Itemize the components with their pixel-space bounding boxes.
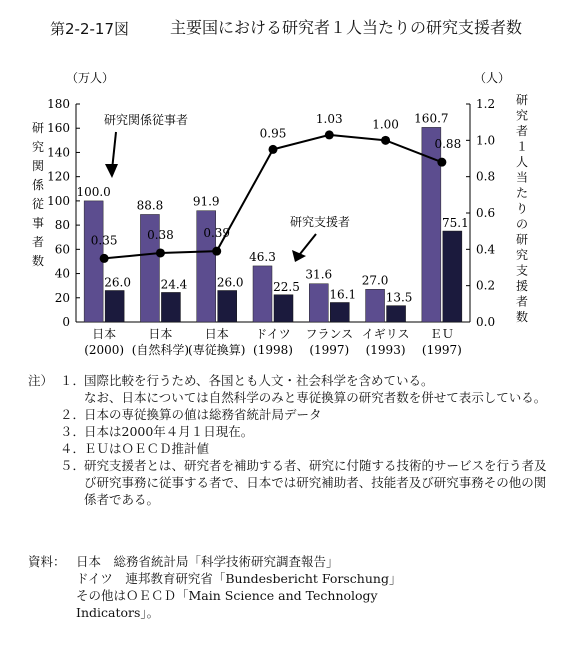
bar-support (443, 231, 462, 322)
right-axis-title-char: の (515, 217, 529, 231)
source-line: ドイツ 連邦教育研究省「Bundesbericht Forschung」 (76, 571, 402, 586)
right-axis-title-char: 当 (515, 170, 529, 185)
bar-researchers-label: 27.0 (361, 273, 389, 288)
right-axis-title-char: 援 (515, 279, 529, 293)
category-sublabel: (2000) (84, 343, 125, 357)
category-label: 日本 (204, 327, 229, 341)
category-label: 日本 (148, 327, 173, 341)
note-text: 日本は2000年４月１日現在。 (84, 424, 254, 439)
note-number: ２． (60, 407, 86, 422)
bar-support (330, 303, 349, 322)
right-axis-title-char: 者 (515, 294, 529, 309)
note-text: 国際比較を行うため、各国とも人文・社会科学を含めている。 なお、日本については自然科学のみと専従換算の研究者数を併せて表示している。 (84, 373, 547, 405)
left-axis-title-char: 研 (31, 121, 45, 135)
right-axis-tick-label: 0.8 (476, 169, 496, 184)
ratio-label: 0.35 (90, 233, 118, 248)
right-axis-title (516, 93, 528, 324)
left-axis-title-char: 従 (31, 197, 45, 211)
ratio-label: 1.00 (372, 117, 399, 132)
left-axis-title-char: 者 (31, 235, 45, 249)
left-axis-tick-label: 20 (54, 290, 70, 305)
bar-researchers-label: 31.6 (305, 267, 333, 282)
bar-support-label: 16.1 (329, 287, 357, 302)
left-axis-title-char: 事 (31, 216, 45, 230)
bar-researchers-label: 160.7 (414, 111, 449, 126)
ratio-point (100, 254, 109, 263)
bar-researchers (309, 284, 328, 322)
note-text: 研究支援者とは、研究者を補助する者、研究に付随する技術的サービスを行う者及び研究事務に従事する者で、日本では研究補助者、技能者及び研究事務その他の関係者である。 (84, 458, 547, 507)
note-text: 日本の専従換算の値は総務省統計局データ (84, 407, 322, 422)
right-axis-title-char: 支 (515, 263, 529, 278)
figure-title: 主要国における研究者１人当たりの研究支援者数 (170, 18, 523, 37)
ratio-point (437, 158, 446, 167)
right-axis-title-char: 究 (515, 108, 529, 123)
note-item (28, 406, 558, 423)
bar-support-label: 22.5 (273, 279, 300, 294)
annotation-support: 研究支援者 (290, 215, 351, 229)
note-text: ＥＵはＯＥＣＤ推計値 (84, 441, 210, 456)
category-sublabel: (1997) (309, 343, 350, 357)
ratio-label: 1.03 (315, 111, 343, 126)
category-label: ＥＵ (429, 327, 454, 341)
left-axis-tick-label: 100 (47, 193, 70, 208)
right-axis-title-char: 究 (515, 248, 529, 262)
annotation-researchers: 研究関係従事者 (104, 113, 189, 127)
left-axis-tick-label: 80 (54, 218, 70, 233)
right-axis-title-char: １ (515, 139, 529, 154)
right-axis-unit: （人） (474, 71, 511, 85)
note-item (28, 372, 558, 406)
bar-support-label: 13.5 (385, 290, 413, 305)
bar-support (387, 306, 406, 322)
left-axis-tick-label: 140 (47, 145, 70, 160)
category-sublabel: (1997) (421, 343, 462, 357)
left-axis-title-char: 係 (31, 178, 45, 192)
bar-researchers-label: 88.8 (136, 198, 164, 213)
ratio-point (269, 145, 278, 154)
left-axis-title-char: 究 (31, 140, 45, 154)
note-number: ４． (60, 441, 86, 456)
bar-support-label: 26.0 (104, 275, 132, 290)
right-axis-tick-label: 0.6 (476, 206, 496, 220)
category-label: イギリス (361, 327, 410, 341)
left-axis-tick-label: 60 (54, 242, 70, 257)
right-axis-title-char: り (515, 201, 529, 216)
ratio-point (381, 136, 390, 145)
ratio-point (325, 130, 334, 139)
right-axis-title-char: 数 (515, 310, 529, 324)
right-axis-title-char: 人 (515, 155, 529, 169)
left-axis-title (32, 121, 45, 268)
note-number: ３． (60, 424, 86, 439)
ratio-label: 0.95 (259, 126, 287, 141)
right-axis-tick-label: 0.0 (476, 315, 496, 329)
left-axis-tick-label: 180 (47, 97, 70, 111)
note-number: １． (60, 373, 86, 388)
note-number: ５． (60, 458, 86, 473)
category-sublabel: (専従換算) (188, 343, 246, 357)
right-axis-title-char: 研 (515, 93, 529, 107)
bar-support (161, 292, 180, 322)
category-labels (84, 326, 462, 357)
right-axis-title-char: 者 (515, 124, 529, 138)
bar-researchers-label: 100.0 (76, 184, 111, 199)
ratio-point (156, 248, 165, 257)
right-axis-title-char: た (515, 186, 529, 200)
ratio-point (212, 247, 221, 256)
left-axis-tick-label: 40 (54, 266, 70, 281)
left-axis-tick-label: 120 (47, 169, 70, 184)
note-item (28, 440, 558, 457)
note-item (28, 423, 558, 440)
bar-support (274, 295, 293, 322)
notes (28, 372, 558, 508)
sources-lead: 資料： (28, 554, 66, 569)
category-label: フランス (305, 327, 354, 341)
ratio-label: 0.88 (434, 137, 462, 152)
right-axis-tick-label: 0.4 (476, 242, 496, 257)
category-sublabel: (自然科学) (131, 343, 190, 357)
bar-support-label: 26.0 (216, 275, 244, 290)
ratio-label: 0.38 (147, 227, 174, 242)
note-item (28, 457, 558, 508)
notes-lead: 注） (28, 373, 54, 388)
bar-support (218, 291, 237, 322)
right-axis-tick-label: 1.2 (476, 97, 496, 111)
category-sublabel: (1998) (253, 343, 293, 357)
category-sublabel: (1993) (365, 343, 406, 357)
sources (28, 553, 558, 621)
bar-researchers (84, 201, 103, 322)
source-line: 日本 総務省統計局「科学技術研究調査報告」 (76, 554, 339, 569)
left-axis-unit: （万人） (66, 71, 115, 85)
left-axis-title-char: 数 (31, 254, 45, 268)
category-label: 日本 (92, 327, 117, 341)
right-axis-tick-label: 0.2 (476, 278, 496, 293)
bar-support-label: 24.4 (160, 277, 188, 292)
ratio-label: 0.39 (203, 226, 231, 241)
left-axis-title-char: 関 (31, 159, 45, 173)
bar-researchers (366, 289, 385, 322)
source-line: その他はＯＥＣＤ「Main Science and Technology Indicators」。 (76, 588, 378, 620)
bar-support-label: 75.1 (441, 216, 469, 231)
left-axis-tick-label: 0 (62, 315, 70, 329)
category-label: ドイツ (255, 327, 291, 341)
bar-support (105, 291, 124, 322)
figure-number: 第2-2-17図 (50, 20, 129, 38)
bar-researchers (253, 266, 272, 322)
bar-researchers-label: 91.9 (192, 194, 220, 209)
data-labels (76, 111, 468, 304)
left-axis-tick-label: 160 (47, 121, 70, 136)
right-axis-tick-label: 1.0 (476, 133, 496, 148)
right-axis-title-char: 研 (515, 232, 529, 247)
bar-researchers-label: 46.3 (249, 249, 276, 264)
bar-researchers (422, 127, 441, 322)
